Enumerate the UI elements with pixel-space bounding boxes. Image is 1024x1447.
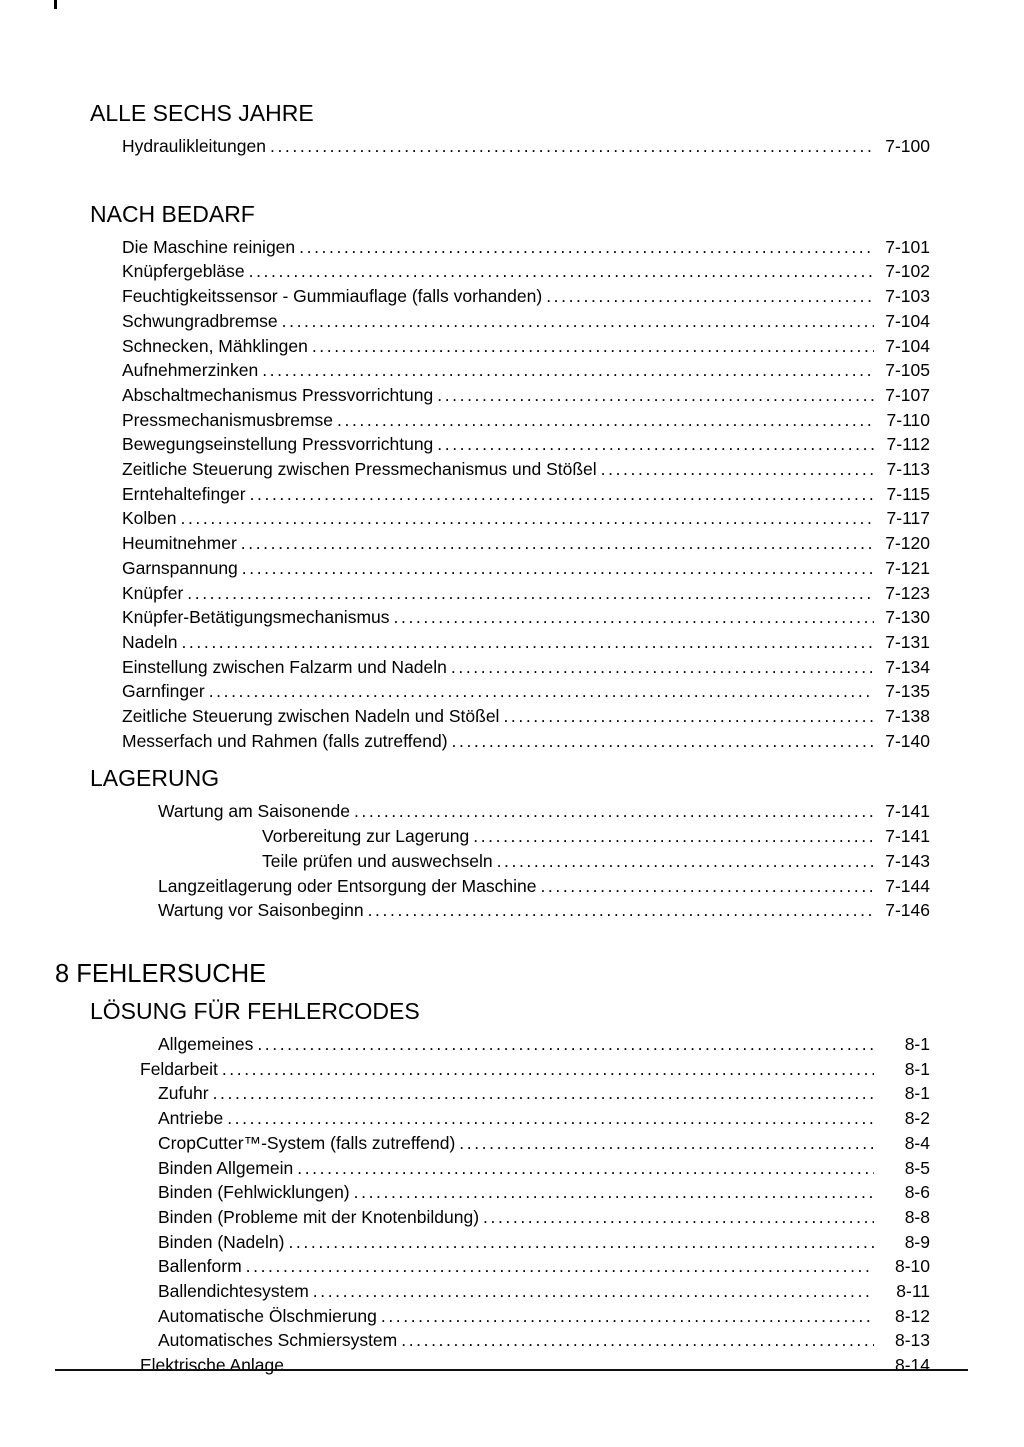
toc-entry [158,1328,930,1353]
chapter-heading: 8 FEHLERSUCHE [55,959,267,988]
toc-entry-title: Elektrische Anlage [140,1355,284,1376]
dot-leader [483,1205,874,1230]
toc-entry-page-number: 8-10 [894,1256,930,1277]
toc-entry-page-number: 8-11 [896,1281,930,1302]
toc-entry-title: Binden Allgemein [158,1157,294,1178]
toc-entry [122,358,930,383]
toc-entry [158,1180,930,1205]
toc-entry [158,874,930,899]
toc-entry-page-number: 8-9 [904,1231,930,1252]
toc-entry-title: Garnfinger [122,681,205,702]
toc-entry-page-number: 7-144 [885,875,930,896]
toc-entry-title: Knüpfergebläse [122,261,245,282]
toc-entry-title: Ballendichtesystem [158,1281,309,1302]
section-heading: ALLE SECHS JAHRE [90,100,314,126]
toc-entry-title: Die Maschine reinigen [122,236,296,257]
toc-entry-page-number: 7-130 [885,607,930,628]
toc-entry-page-number: 7-105 [885,360,930,381]
toc-entry-title: Erntehaltefinger [122,483,246,504]
toc-entry-page-number: 7-131 [885,631,930,652]
toc-entry-page-number: 8-8 [904,1206,930,1227]
toc-entry-page-number: 7-146 [885,900,930,921]
toc-entry [122,383,930,408]
toc-entry-title: Pressmechanismusbremse [122,409,334,430]
toc-entry-page-number: 8-6 [904,1182,930,1203]
toc-entry [158,1304,930,1329]
dot-leader [401,1328,874,1353]
toc-entry [122,134,930,159]
toc-entry-page-number: 8-12 [894,1305,930,1326]
toc-entry [158,1205,930,1230]
dot-leader [249,259,874,284]
toc-entry-page-number: 7-104 [885,335,930,356]
toc-entry-page-number: 7-140 [885,730,930,751]
dot-leader [313,1279,874,1304]
section-heading: LAGERUNG [90,765,220,792]
toc-entry-page-number: 7-135 [885,681,930,702]
toc-entry-title: Wartung am Saisonende [158,801,350,822]
toc-entry-page-number: 8-5 [904,1157,930,1178]
dot-leader [209,679,874,704]
dot-leader [459,1131,874,1156]
toc-entry [122,309,930,334]
toc-entry [158,1081,930,1106]
toc-entry-page-number: 8-1 [904,1058,930,1079]
toc-entry-page-number: 7-115 [886,483,930,504]
toc-entry-title: Zeitliche Steuerung zwischen Nadeln und Stößel [122,706,500,727]
toc-entry [122,679,930,704]
toc-entry-title: Teile prüfen und auswechseln [262,850,493,871]
toc-entry-page-number: 7-107 [885,384,930,405]
toc-entry-page-number: 8-14 [894,1355,930,1376]
toc-entry-page-number: 7-141 [885,801,930,822]
toc-entry-page-number: 7-121 [885,557,930,578]
dot-leader [503,704,874,729]
toc-entry [158,799,930,824]
dot-leader [257,1032,874,1057]
toc-entry [140,1057,930,1082]
toc-entry-title: Heumitnehmer [122,533,237,554]
toc-entry [122,408,930,433]
dot-leader [312,334,874,359]
toc-entry-title: CropCutter™-System (falls zutreffend) [158,1132,456,1153]
toc-entry-page-number: 7-110 [886,409,930,430]
toc-entry-page-number: 7-143 [885,850,930,871]
toc-entry [122,432,930,457]
toc-entry-title: Vorbereitung zur Lagerung [262,826,470,847]
scan-corner-mark [54,0,57,9]
dot-leader [452,729,874,754]
dot-leader [540,874,874,899]
dot-leader [222,1057,874,1082]
toc-entry-title: Binden (Fehlwicklungen) [158,1182,350,1203]
toc-entry [122,284,930,309]
dot-leader [270,134,874,159]
toc-entry-title: Langzeitlagerung oder Entsorgung der Maschine [158,875,537,896]
dot-leader [213,1081,874,1106]
dot-leader [354,799,874,824]
toc-entry-title: Automatische Ölschmierung [158,1305,377,1326]
toc-entry-title: Knüpfer-Betätigungsmechanismus [122,607,390,628]
toc-entry [122,334,930,359]
toc-entry [122,235,930,260]
toc-entry-page-number: 7-103 [885,286,930,307]
toc-entry [122,556,930,581]
dot-leader [437,383,874,408]
toc-entry [158,898,930,923]
dot-leader [297,1156,874,1181]
toc-entry [122,482,930,507]
dot-leader [381,1304,874,1329]
dot-leader [246,1254,874,1279]
toc-entry-title: Binden (Nadeln) [158,1231,285,1252]
footer-divider [55,1369,968,1371]
toc-entry-title: Abschaltmechanismus Pressvorrichtung [122,384,434,405]
dot-leader [181,506,875,531]
toc-entry [122,457,930,482]
dot-leader [288,1353,874,1378]
toc-entry-title: Bewegungseinstellung Pressvorrichtung [122,434,434,455]
toc-entry [158,1106,930,1131]
toc-entry-page-number: 8-4 [904,1132,930,1153]
toc-entry-title: Kolben [122,508,177,529]
toc-entry [122,506,930,531]
toc-entry-page-number: 8-1 [904,1083,930,1104]
toc-entry-title: Einstellung zwischen Falzarm und Nadeln [122,656,447,677]
toc-entry-page-number: 8-13 [894,1330,930,1351]
toc-entry-title: Zeitliche Steuerung zwischen Pressmechanismus und Stößel [122,459,597,480]
toc-entry-page-number: 7-120 [885,533,930,554]
toc-entry-title: Antriebe [158,1108,224,1129]
toc-entry-page-number: 7-104 [885,310,930,331]
toc-entry-title: Feldarbeit [140,1058,218,1079]
toc-entry-page-number: 7-123 [885,582,930,603]
toc-entry [140,1353,930,1378]
section-heading: NACH BEDARF [90,200,255,227]
toc-entry-title: Binden (Probleme mit der Knotenbildung) [158,1206,480,1227]
toc-entry-title: Nadeln [122,631,178,652]
toc-entry [262,824,930,849]
toc-entry [122,630,930,655]
toc-entry-title: Garnspannung [122,557,238,578]
toc-entry-page-number: 8-1 [904,1033,930,1054]
toc-entry-title: Wartung vor Saisonbeginn [158,900,364,921]
dot-leader [546,284,874,309]
toc-entry-page-number: 7-141 [885,826,930,847]
toc-entry [158,1254,930,1279]
dot-leader [368,898,874,923]
dot-leader [282,309,874,334]
toc-entry-page-number: 7-134 [885,656,930,677]
toc-entry [122,704,930,729]
toc-entry [158,1032,930,1057]
toc-entry [158,1230,930,1255]
dot-leader [227,1106,874,1131]
toc-entry-title: Knüpfer [122,582,184,603]
dot-leader [187,581,874,606]
toc-entry-title: Allgemeines [158,1033,254,1054]
toc-entry-title: Feuchtigkeitssensor - Gummiauflage (falls vorhanden) [122,286,543,307]
toc-entry-title: Messerfach und Rahmen (falls zutreffend) [122,730,448,751]
toc-entry [122,259,930,284]
toc-entry-page-number: 7-102 [885,261,930,282]
toc-entry-title: Hydraulikleitungen [122,136,266,156]
table-of-contents [55,100,930,1378]
dot-leader [601,457,874,482]
dot-leader [262,358,874,383]
toc-entry-title: Schwungradbremse [122,310,278,331]
dot-leader [354,1180,874,1205]
toc-entry [122,605,930,630]
toc-entry-title: Ballenform [158,1256,242,1277]
dot-leader [181,630,874,655]
toc-entry-page-number: 7-100 [885,136,930,156]
toc-entry [122,729,930,754]
dot-leader [497,849,874,874]
toc-entry-page-number: 8-2 [904,1108,930,1129]
toc-entry [158,1156,930,1181]
dot-leader [473,824,874,849]
toc-entry-page-number: 7-112 [886,434,930,455]
dot-leader [451,655,874,680]
toc-entry [158,1279,930,1304]
dot-leader [241,531,874,556]
toc-entry-title: Aufnehmerzinken [122,360,259,381]
section-heading: LÖSUNG FÜR FEHLERCODES [90,997,420,1024]
toc-entry [262,849,930,874]
toc-entry [158,1131,930,1156]
dot-leader [299,235,874,260]
toc-entry-page-number: 7-113 [886,459,930,480]
dot-leader [394,605,874,630]
toc-entry [122,531,930,556]
toc-entry-page-number: 7-117 [886,508,930,529]
toc-entry-page-number: 7-138 [885,706,930,727]
toc-entry-title: Schnecken, Mähklingen [122,335,308,356]
dot-leader [437,432,874,457]
toc-entry [122,655,930,680]
dot-leader [242,556,874,581]
dot-leader [337,408,874,433]
toc-entry-page-number: 7-101 [885,236,930,257]
toc-entry-title: Automatisches Schmiersystem [158,1330,398,1351]
toc-entry-title: Zufuhr [158,1083,209,1104]
toc-entry [122,581,930,606]
dot-leader [250,482,874,507]
dot-leader [288,1230,874,1255]
